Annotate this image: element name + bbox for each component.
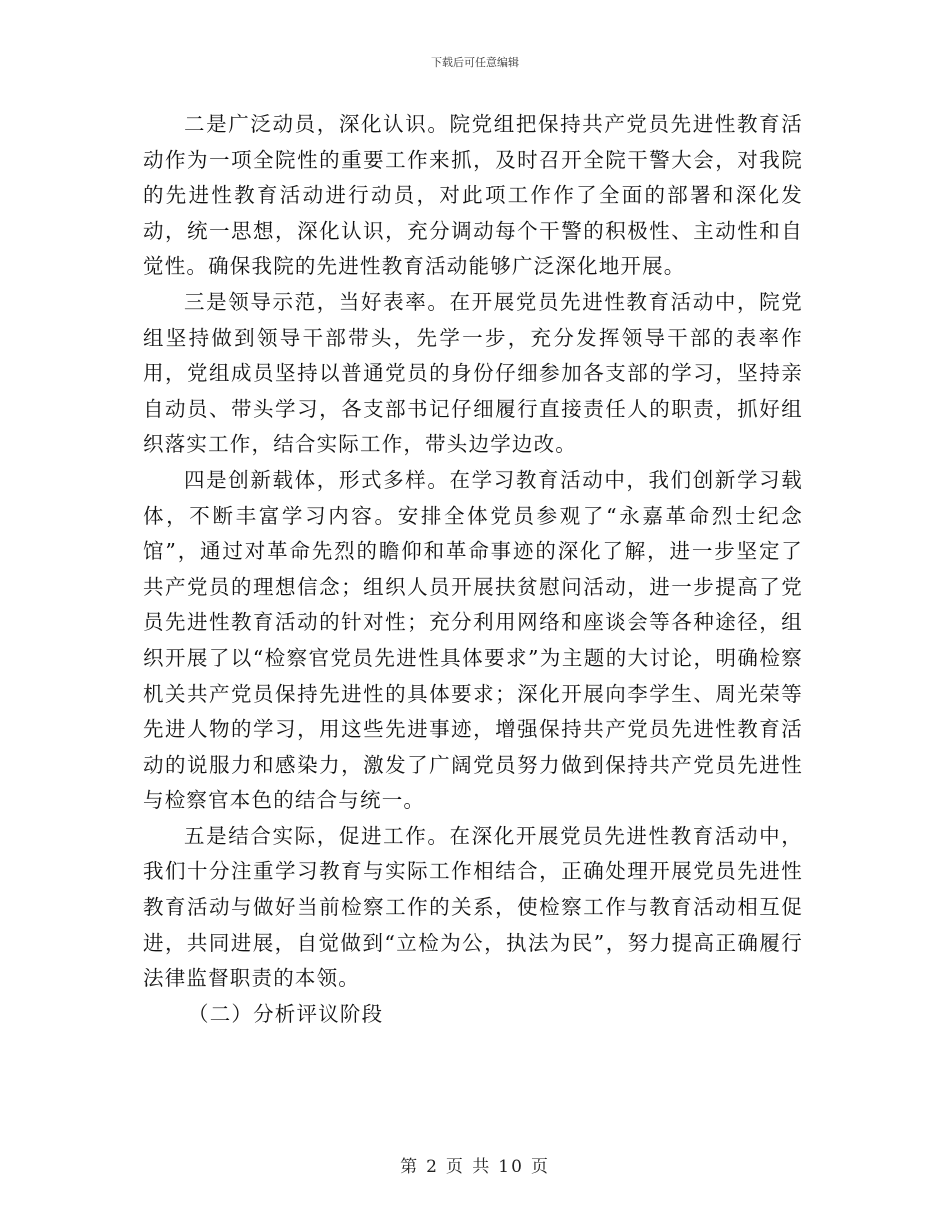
paragraph-innovation: 四是创新载体，形式多样。在学习教育活动中，我们创新学习载体，不断丰富学习内容。安排全体党员参观了“永嘉革命烈士纪念馆”，通过对革命先烈的瞻仰和革命事迹的深化了解，进一步坚定了共产党员的理想信念；组织人员开展扶贫慰问活动，进一步提高了党员先进性教育活动的针对性；充分利用网络和座谈会等各种途径，组织开展了以“检察官党员先进性具体要求”为主题的大讨论，明确检察机关共产党员保持先进性的具体要求；深化开展向李学生、周光荣等先进人物的学习，用这些先进事迹，增强保持共产党员先进性教育活动的说服力和感染力，激发了广阔党员努力做到保持共产党员先进性与检察官本色的结合与统一。 bbox=[143, 467, 803, 813]
paragraph-practice: 五是结合实际，促进工作。在深化开展党员先进性教育活动中，我们十分注重学习教育与实际工作相结合，正确处理开展党员先进性教育活动与做好当前检察工作的关系，使检察工作与教育活动相互促进，共同进展，自觉做到“立检为公，执法为民”，努力提高正确履行法律监督职责的本领。 bbox=[143, 823, 803, 991]
document-body bbox=[143, 107, 803, 1032]
footer-suffix: 页 bbox=[530, 1157, 550, 1177]
footer-total-pages: 10 bbox=[498, 1157, 524, 1177]
page-footer bbox=[0, 1152, 950, 1177]
footer-current-page: 2 bbox=[426, 1157, 439, 1177]
paragraph-mobilization: 二是广泛动员，深化认识。院党组把保持共产党员先进性教育活动作为一项全院性的重要工作来抓，及时召开全院干警大会，对我院的先进性教育活动进行动员，对此项工作作了全面的部署和深化发动，统一思想，深化认识，充分调动每个干警的积极性、主动性和自觉性。确保我院的先进性教育活动能够广泛深化地开展。 bbox=[143, 112, 803, 279]
header-note: 下载后可任意编辑 bbox=[431, 56, 519, 69]
page-header bbox=[0, 54, 950, 70]
footer-middle: 页 共 bbox=[445, 1157, 492, 1177]
paragraph-leadership: 三是领导示范，当好表率。在开展党员先进性教育活动中，院党组坚持做到领导干部带头，先学一步，充分发挥领导干部的表率作用，党组成员坚持以普通党员的身份仔细参加各支部的学习，坚持亲自动员、带头学习，各支部书记仔细履行直接责任人的职责，抓好组织落实工作，结合实际工作，带头边学边改。 bbox=[143, 289, 803, 457]
section-heading: （二）分析评议阶段 bbox=[188, 1001, 384, 1026]
footer-prefix: 第 bbox=[400, 1157, 420, 1177]
